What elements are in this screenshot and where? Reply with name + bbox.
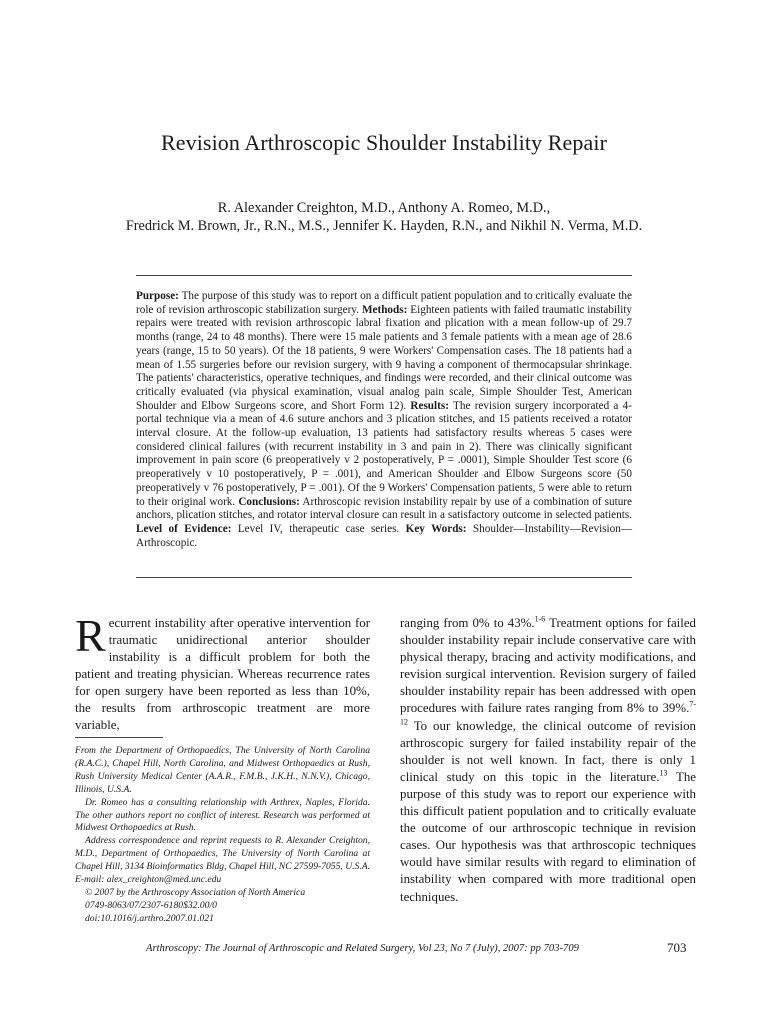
- results-text: The revision surgery incorporated a 4-portal technique via a mean of 4.6 suture anchors and 3 plication stitches, and 15 patients received a rotator interval closure. At the follow-up evaluation, 13 patients had satisfactory results whereas 5 cases were considered clinical failures (with recurrent instability in 3 and pain in 2). There was clinically significant improvement in pain score (6 preoperatively v 2 postoperatively, P = .0001), Simple Shoulder Test score (6 preoperatively v 10 postoperatively, P = .001), and American Shoulder and Elbow Surgeons score (50 preoperatively v 76 postoperatively, P = .001). Of the 9 Workers' Compensation patients, 5 were able to return to their original work.: [136, 399, 632, 508]
- body-column-left: [75, 610, 370, 734]
- body-column-right: [400, 615, 696, 906]
- article-title: Revision Arthroscopic Shoulder Instability Repair: [160, 130, 608, 155]
- author-list: [40, 199, 728, 235]
- authors-line-2: Fredrick M. Brown, Jr., R.N., M.S., Jennifer K. Hayden, R.N., and Nikhil N. Verma, M.D.: [125, 218, 643, 234]
- purpose-label: Purpose:: [136, 290, 179, 302]
- abstract: [136, 290, 632, 550]
- intro-text-part-2: Treatment options for failed shoulder instability repair include conservative care with physical therapy, bracing and activity modifications, and revision surgical intervention. Revision surgery of failed shoulder instability repair has been addressed with open procedures with failure rates ranging from 8% to 39%.: [400, 616, 696, 716]
- level-of-evidence-label: Level of Evidence:: [136, 522, 232, 535]
- correspondence-note: Address correspondence and reprint requests to R. Alexander Creighton, M.D., Department of Orthopaedics, The University of North Carolina at Chapel Hill, 3134 Bioinformatics Bldg, Chapel Hill, NC 27599-7055, U.S.A. E-mail: alex_creighton@med.unc.edu: [75, 835, 370, 886]
- intro-paragraph-start: ecurrent instability after operative intervention for traumatic unidirectional anterior shoulder instability is a difficult problem for both the patient and treating physician. Whereas recurrence rates for open surgery have been reported as less than 10%, the results from arthroscopic treatment are more variable,: [75, 616, 370, 732]
- reference-citation: 13: [659, 768, 668, 778]
- abstract-top-rule: [136, 275, 632, 276]
- affiliation-note: From the Department of Orthopaedics, The University of North Carolina (R.A.C.), Chapel Hill, North Carolina, and Midwest Orthopaedics at Rush, Rush University Medical Center (A.A.R., F.M.B., J.K.H., N.N.V.), Chicago, Illinois, U.S.A.: [75, 745, 370, 795]
- intro-text-part-3: To our knowledge, the clinical outcome of revision arthroscopic surgery for failed instability repair of the shoulder is not well known. In fact, there is only 1 clinical study on this topic in the literature.: [400, 718, 696, 784]
- page-number: 703: [667, 940, 687, 955]
- reference-citation: 1-6: [534, 614, 546, 624]
- purpose-text: The purpose of this study was to report on a difficult patient population and to critically evaluate the role of revision arthroscopic stabilization surgery.: [136, 290, 632, 316]
- drop-cap: R: [75, 610, 106, 661]
- abstract-bottom-rule: [136, 577, 632, 578]
- copyright-note: © 2007 by the Arthroscopy Association of North America: [85, 886, 306, 898]
- conclusions-label: Conclusions:: [238, 495, 300, 508]
- issn-note: 0749-8063/07/2307-6180$32.00/0: [85, 899, 217, 911]
- keywords-label: Key Words:: [405, 522, 467, 535]
- intro-text-part-1: ranging from 0% to 43%.: [400, 616, 535, 630]
- disclosure-note: Dr. Romeo has a consulting relationship with Arthrex, Naples, Florida. The other authors report no conflict of interest. Research was performed at Midwest Orthopaedics at Rush.: [75, 796, 370, 834]
- authors-line-1: R. Alexander Creighton, M.D., Anthony A. Romeo, M.D.,: [217, 200, 551, 216]
- level-of-evidence-text: Level IV, therapeutic case series.: [237, 522, 400, 535]
- footnotes: [75, 745, 370, 926]
- results-label: Results:: [410, 399, 449, 412]
- doi-note: doi:10.1016/j.arthro.2007.01.021: [85, 912, 214, 924]
- footnote-rule: [75, 737, 163, 738]
- methods-text: Eighteen patients with failed traumatic instability repairs were treated with revision arthroscopic labral fixation and plication with a mean follow-up of 29.7 months (range, 24 to 48 months). There were 15 male patients and 3 female patients with a mean age of 28.6 years (range, 15 to 50 years). Of the 18 patients, 9 were Workers' Compensation cases. The 18 patients had a mean of 1.55 surgeries before our revision surgery, with 9 having a component of thermocapsular shrinkage. The patients' characteristics, operative techniques, and findings were recorded, and their clinical outcome was critically evaluated (via physical examination, visual analog pain scale, Simple Shoulder Test, American Shoulder and Elbow Surgeons score, and Short Form 12).: [136, 303, 633, 412]
- intro-text-part-4: The purpose of this study was to report our experience with this difficult patient population and to critically evaluate the outcome of our arthroscopic technique in revision cases. Our hypothesis was that arthroscopic techniques would have similar results with regard to elimination of instability when compared with more traditional open techniques.: [400, 769, 696, 904]
- methods-label: Methods:: [361, 303, 408, 316]
- keywords-text: Shoulder—Instability—Revision—Arthroscopic.: [136, 522, 633, 549]
- reference-citation: 7-12: [400, 700, 696, 727]
- conclusions-text: Arthroscopic revision instability repair by use of a combination of suture anchors, plication stitches, and rotator interval closure can result in a satisfactory outcome in selected patients.: [136, 495, 632, 522]
- journal-citation-footer: Arthroscopy: The Journal of Arthroscopic and Related Surgery, Vol 23, No 7 (July), 2007: pp 703-709: [146, 943, 579, 954]
